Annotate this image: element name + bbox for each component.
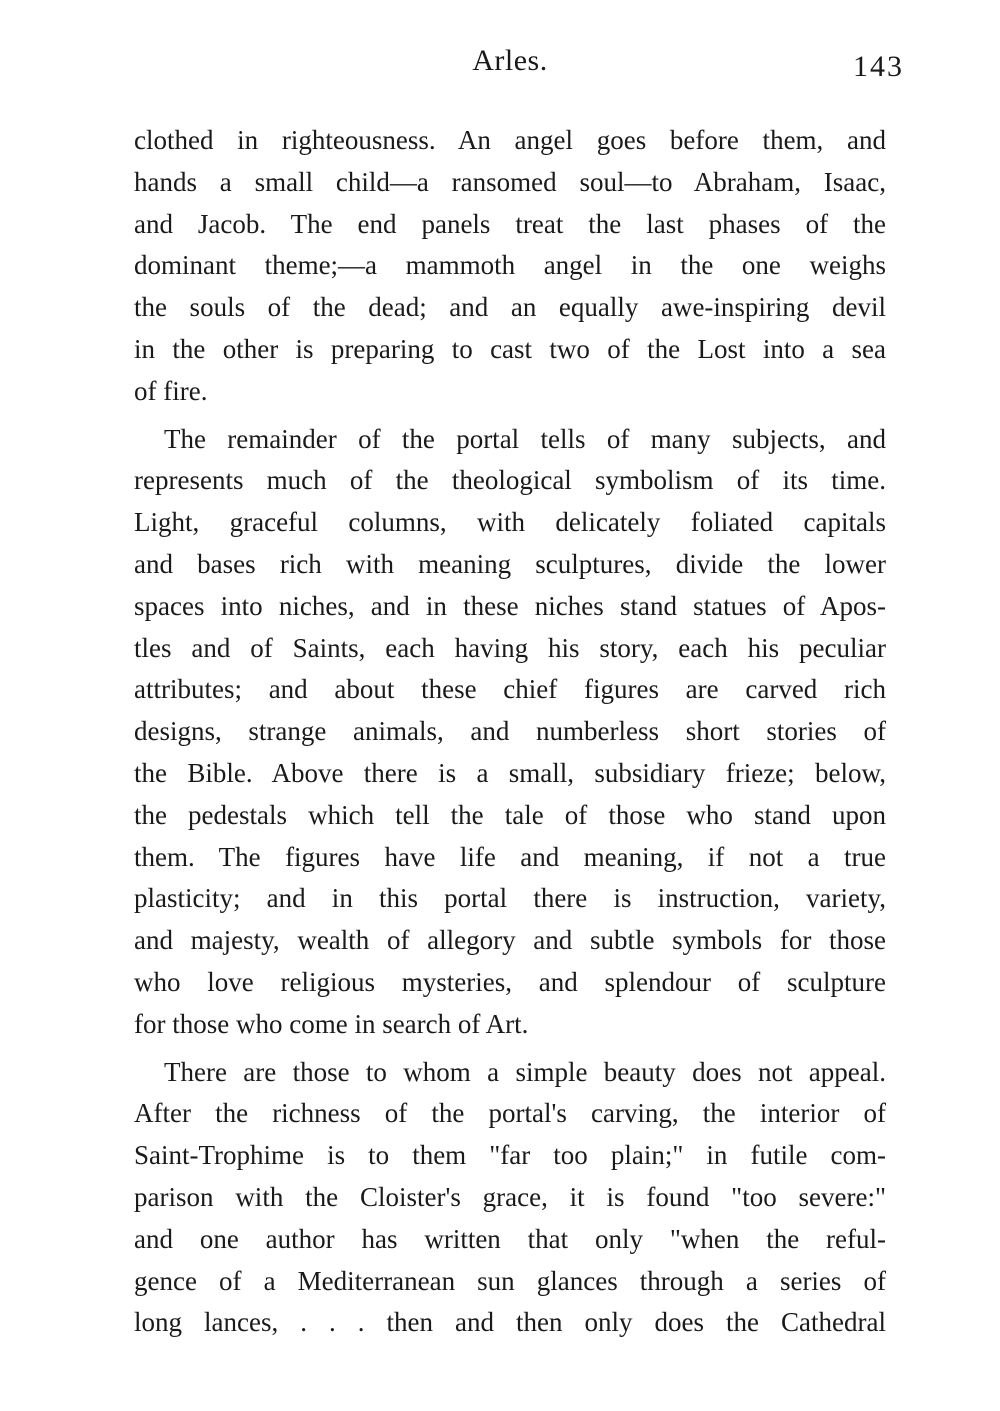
text-line: the Bible. Above there is a small, subsidiary frieze; below, <box>134 757 886 788</box>
text-line: long lances, . . . then and then only does the Cathedral <box>134 1307 886 1338</box>
text-line: dominant theme;—a mammoth angel in the one weighs <box>134 250 886 281</box>
text-line: and Jacob. The end panels treat the last phases of the <box>134 208 886 239</box>
text-line: clothed in righteousness. An angel goes before them, and <box>134 125 886 155</box>
text-line: plasticity; and in this portal there is instruction, variety, <box>134 883 886 914</box>
text-line: Saint-Trophime is to them "far too plain;" in futile com- <box>134 1140 886 1171</box>
text-line: hands a small child—a ransomed soul—to Abraham, Isaac, <box>134 166 886 197</box>
running-head <box>134 44 904 92</box>
text-line: tles and of Saints, each having his story, each his peculiar <box>134 632 886 663</box>
text-line: the souls of the dead; and an equally awe-inspiring devil <box>134 292 886 323</box>
text-line: attributes; and about these chief figures are carved rich <box>134 674 886 705</box>
text-line: After the richness of the portal's carving, the interior of <box>134 1098 886 1129</box>
text-line: in the other is preparing to cast two of the Lost into a sea <box>134 333 886 364</box>
text-line: designs, strange animals, and numberless short stories of <box>134 716 886 747</box>
paragraph-2 <box>134 419 886 1046</box>
text-line: The remainder of the portal tells of many subjects, and <box>164 423 886 454</box>
paragraph-3 <box>134 1052 886 1345</box>
paragraph-1 <box>134 120 886 413</box>
text-line: and majesty, wealth of allegory and subtle symbols for those <box>134 925 886 956</box>
text-line: gence of a Mediterranean sun glances through a series of <box>134 1265 886 1296</box>
text-line: and bases rich with meaning sculptures, divide the lower <box>134 548 886 579</box>
running-title: Arles. <box>472 44 548 77</box>
text-line: Light, graceful columns, with delicately foliated capitals <box>134 507 886 538</box>
text-line: the pedestals which tell the tale of those who stand upon <box>134 799 886 830</box>
text-line: for those who come in search of Art. <box>134 1008 529 1039</box>
text-line: who love religious mysteries, and splendour of sculpture <box>134 966 886 997</box>
text-line: them. The figures have life and meaning, if not a true <box>134 841 886 872</box>
text-line: represents much of the theological symbolism of its time. <box>134 465 886 496</box>
text-line: of fire. <box>134 375 208 406</box>
text-line: spaces into niches, and in these niches stand statues of Apos- <box>134 590 886 621</box>
body-text <box>134 120 886 1350</box>
text-line: There are those to whom a simple beauty does not appeal. <box>164 1056 886 1087</box>
page-number: 143 <box>853 50 904 83</box>
text-line: and one author has written that only "when the reful- <box>134 1223 886 1254</box>
text-line: parison with the Cloister's grace, it is found "too severe:" <box>134 1181 886 1212</box>
